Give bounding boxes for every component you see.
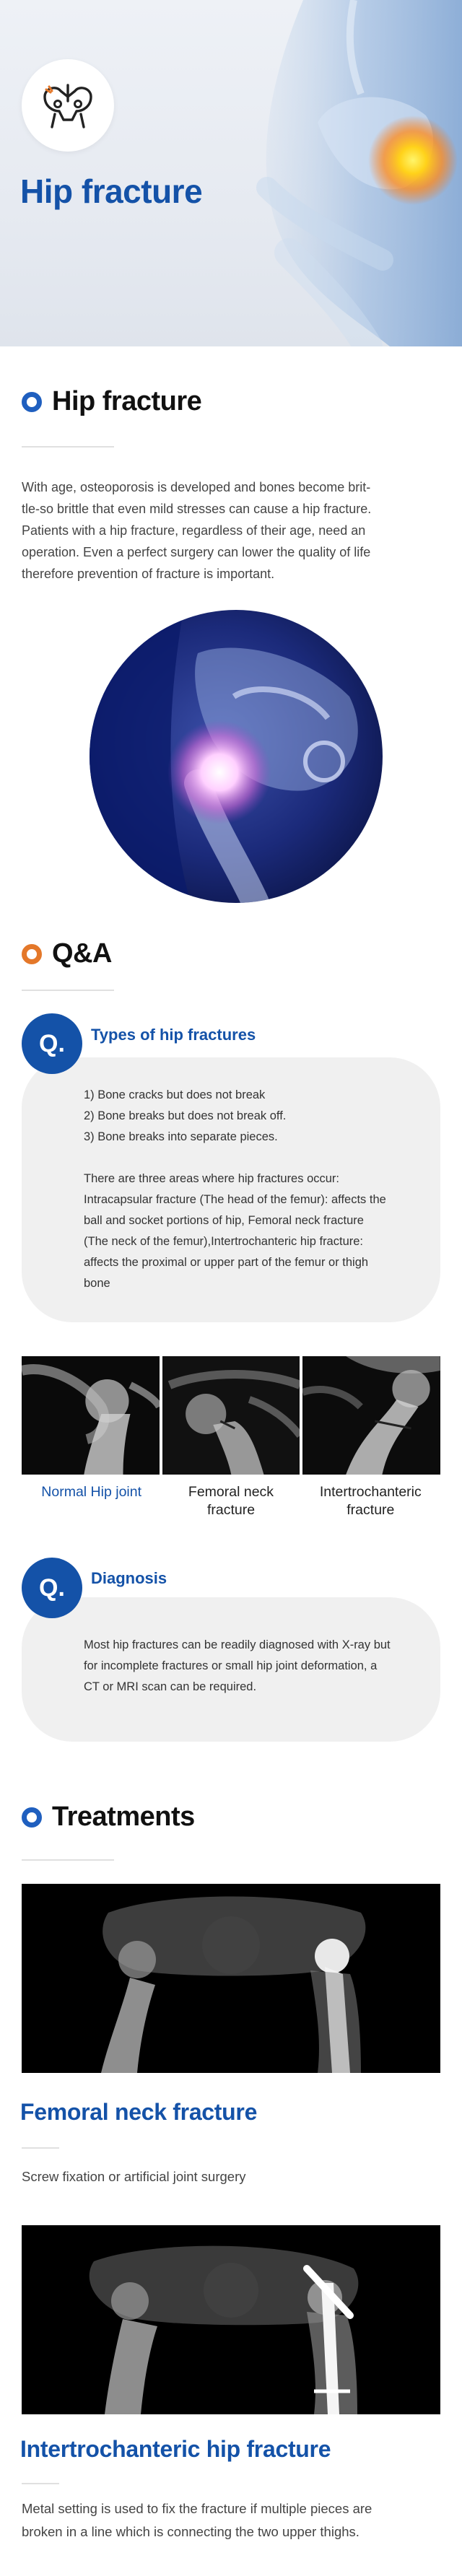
types-line: ball and socket portions of hip, Femoral neck fracture: [84, 1214, 364, 1227]
types-line: 1) Bone cracks but does not break: [84, 1088, 266, 1101]
intertrochanteric-line: broken in a line which is connecting the two upper thighs.: [22, 2524, 359, 2539]
normal-hip-xray-image: [22, 1356, 160, 1475]
types-line: 3) Bone breaks into separate pieces.: [84, 1130, 278, 1143]
bullet-dot-icon: [22, 1807, 42, 1828]
types-line: bone: [84, 1277, 110, 1290]
diagnosis-line: Most hip fractures can be readily diagnosed with X-ray but: [84, 1638, 391, 1651]
intro-paragraph: [22, 476, 440, 585]
xray-captions: [22, 1483, 440, 1519]
types-line: [84, 1148, 414, 1169]
treatments-title: Treatments: [52, 1802, 195, 1832]
pelvis-icon: [39, 82, 97, 128]
types-line: There are three areas where hip fractures occur:: [84, 1172, 340, 1185]
intertrochanteric-treatment-title: Intertrochanteric hip fracture: [20, 2436, 331, 2462]
question-badge: Q.: [22, 1558, 82, 1618]
bullet-dot-icon: [22, 944, 42, 964]
qa-divider: [22, 990, 114, 991]
diagnosis-line: CT or MRI scan can be required.: [84, 1680, 257, 1693]
intro-divider: [22, 446, 114, 447]
qa-header: [22, 938, 112, 969]
intertrochanteric-fracture-xray-image: [302, 1356, 440, 1475]
hip-xray-circle-image: [90, 610, 383, 903]
intertrochanteric-line: Metal setting is used to fix the fracture if multiple pieces are: [22, 2501, 372, 2516]
intro-line: tle-so brittle that even mild stresses can cause a hip fracture.: [22, 502, 372, 516]
intro-title: Hip fracture: [52, 386, 202, 416]
hero-title: Hip fracture: [20, 173, 203, 210]
xray-caption: Intertrochanteric fracture: [319, 1484, 422, 1518]
treatments-header: [22, 1802, 195, 1833]
intertrochanteric-divider: [22, 2483, 59, 2484]
diagnosis-answer-box: [22, 1597, 440, 1742]
intro-line: With age, osteoporosis is developed and bones become brit-: [22, 480, 371, 494]
intramedullary-nail-xray-image: [22, 2225, 440, 2414]
types-answer-box: [22, 1057, 440, 1322]
femoral-neck-fracture-xray-image: [162, 1356, 300, 1475]
question-badge: Q.: [22, 1013, 82, 1074]
diagnosis-question-title: Diagnosis: [91, 1569, 167, 1587]
types-line: Intracapsular fracture (The head of the femur): affects the: [84, 1193, 386, 1206]
types-question-title: Types of hip fractures: [91, 1026, 256, 1044]
types-line: 2) Bone breaks but does not break off.: [84, 1109, 287, 1122]
intertrochanteric-treatment-text: [22, 2497, 440, 2544]
hip-skeleton-illustration: [224, 0, 462, 346]
logo-badge: [22, 59, 114, 152]
hero-banner: [0, 0, 462, 346]
types-line: (The neck of the femur),Intertrochanteric hip fracture:: [84, 1235, 364, 1248]
intro-line: therefore prevention of fracture is important.: [22, 567, 275, 581]
femoral-divider: [22, 2147, 59, 2149]
intro-line: operation. Even a perfect surgery can lower the quality of life: [22, 545, 371, 559]
treatments-divider: [22, 1859, 114, 1861]
xray-comparison-row: [22, 1356, 440, 1475]
xray-caption: Femoral neck fracture: [188, 1484, 274, 1518]
intro-header: [22, 386, 201, 417]
xray-caption: Normal Hip joint: [41, 1484, 142, 1500]
intro-line: Patients with a hip fracture, regardless of their age, need an: [22, 523, 366, 538]
femoral-neck-treatment-title: Femoral neck fracture: [20, 2099, 258, 2125]
hip-replacement-xray-image: [22, 1884, 440, 2073]
qa-title: Q&A: [52, 938, 112, 969]
femoral-neck-treatment-text: Screw fixation or artificial joint surgery: [22, 2169, 246, 2184]
types-line: affects the proximal or upper part of the femur or thigh: [84, 1256, 369, 1269]
diagnosis-line: for incomplete fractures or small hip joint deformation, a: [84, 1659, 378, 1672]
bullet-dot-icon: [22, 392, 42, 412]
